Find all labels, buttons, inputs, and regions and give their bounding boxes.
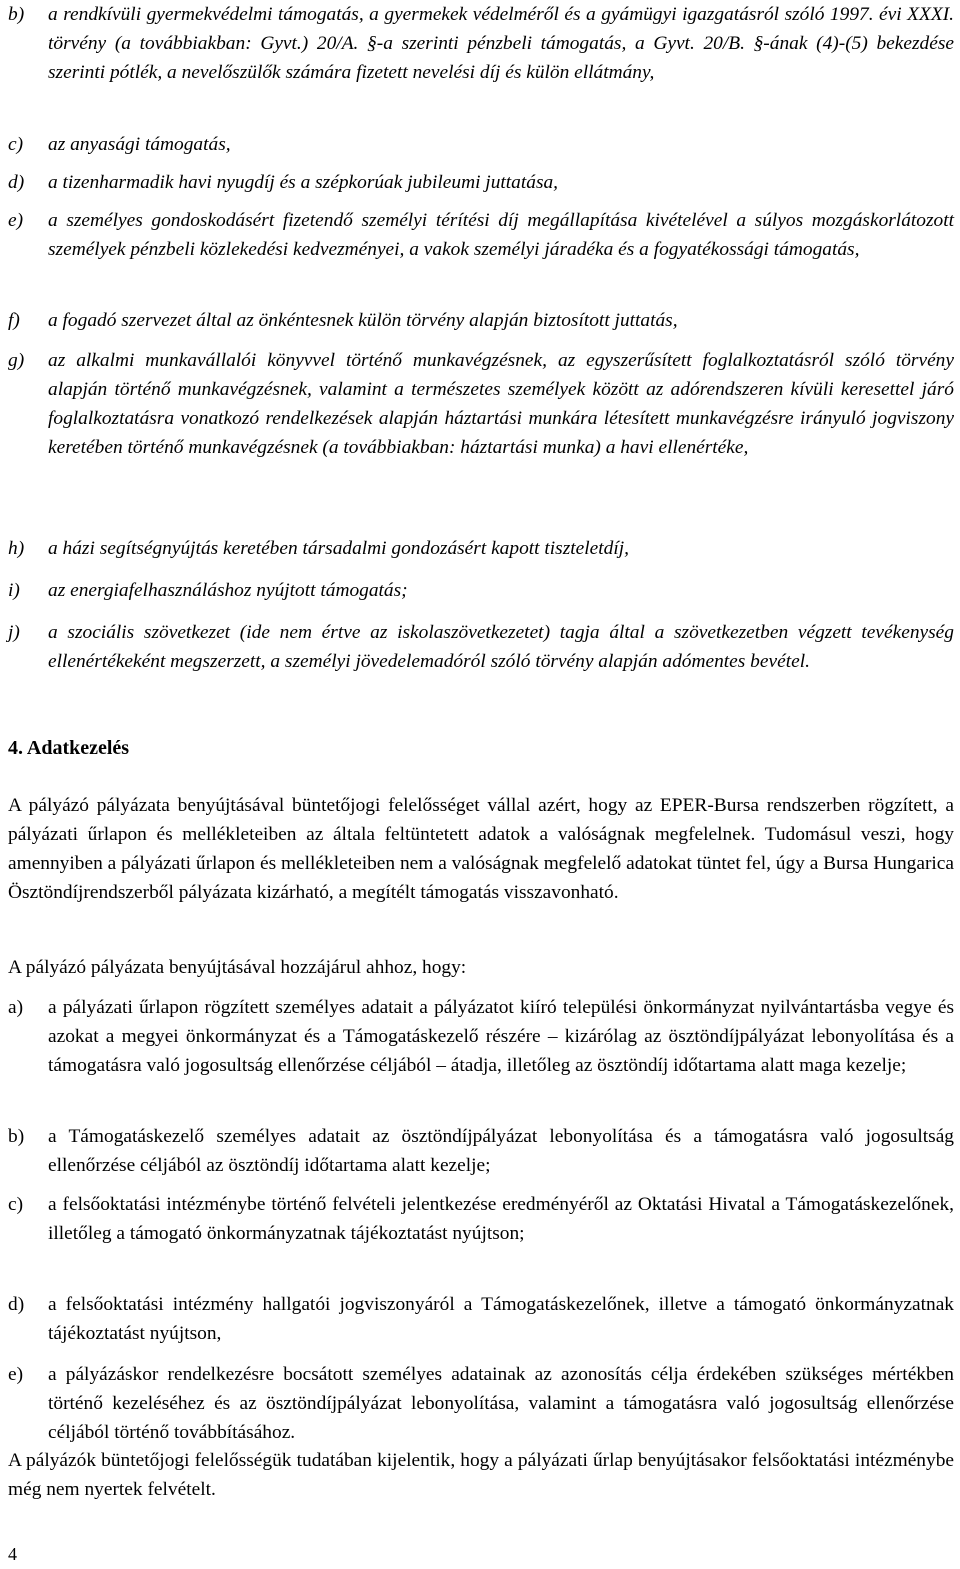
list-marker: d) (8, 1294, 25, 1315)
list-item (8, 168, 954, 197)
page-number: 4 (8, 1544, 17, 1564)
list-item-text: a rendkívüli gyermekvédelmi támogatás, a gyermekek védelméről és a gyámügyi igazgatásról szóló 1997. évi XXXI. törvény (a továbbiakban: Gyvt.) 20/A. §-a szerinti pénzbeli támogatás, a Gyvt. 20/B. §-ának (4)-(5) bekezdése szerinti pótlék, a nevelőszülők számára fizetett nevelési díj és külön ellátmány, (48, 4, 954, 83)
list-item (8, 534, 954, 563)
list-item-text: a felsőoktatási intézmény hallgatói jogviszonyáról a Támogatáskezelőnek, illetve a támogató önkormányzatnak tájékoztatást nyújtson, (48, 1294, 954, 1344)
list-item (8, 306, 954, 335)
list-marker: e) (8, 210, 24, 231)
list-item (8, 1190, 954, 1248)
list-item-text: a tizenharmadik havi nyugdíj és a szépkorúak jubileumi juttatása, (48, 172, 559, 193)
list-item-text: a pályázáskor rendelkezésre bocsátott személyes adatainak az azonosítás célja érdekében szükséges mértékben történő kezeléséhez és az ösztöndíjpályázat lebonyolítása, valamint a támogatásra való jogosultság ellenőrzése céljából történő továbbításához. (48, 1364, 954, 1443)
section-heading: 4. Adatkezelés (8, 737, 130, 759)
list-item-text: a pályázati űrlapon rögzített személyes adatait a pályázatot kiíró települési önkormányzat nyilvántartásba vegye és azokat a megyei önkormányzat és a Támogatáskezelő részére – kizárólag az ösztöndíjpályázat lebonyolítása és a támogatásra való jogosultság ellenőrzése céljából – átadja, illetőleg az ösztöndíj időtartama alatt maga kezelje; (48, 997, 954, 1076)
list-item (8, 576, 954, 605)
list-marker: c) (8, 1194, 24, 1215)
list-item-text: a Támogatáskezelő személyes adatait az ösztöndíjpályázat lebonyolítása és a támogatásra való jogosultság ellenőrzése céljából az ösztöndíj időtartama alatt kezelje; (48, 1126, 954, 1176)
list-item (8, 1122, 954, 1180)
list-marker: f) (8, 310, 20, 331)
list-marker: d) (8, 172, 25, 193)
list-item (8, 206, 954, 264)
list-marker: h) (8, 538, 25, 559)
paragraph-declaration: A pályázók büntetőjogi felelősségük tudatában kijelentik, hogy a pályázati űrlap benyújtásakor felsőoktatási intézménybe még nem nyertek felvételt. (8, 1450, 954, 1500)
list-item (8, 130, 954, 159)
list-item-text: a szociális szövetkezet (ide nem értve az iskolaszövetkezetet) tagja által a szövetkezetben végzett tevékenység ellenértékeként megszerzett, a személyi jövedelemadóról szóló törvény alapján adómentes bevétel. (48, 622, 954, 672)
list-item (8, 993, 954, 1080)
list-item-text: a házi segítségnyújtás keretében társadalmi gondozásért kapott tiszteletdíj, (48, 538, 629, 559)
list-marker: c) (8, 134, 24, 155)
list-marker: g) (8, 350, 25, 371)
list-item (8, 346, 954, 462)
list-item (8, 618, 954, 676)
list-item-text: a személyes gondoskodásért fizetendő személyi térítési díj megállapítása kivételével a súlyos mozgáskorlátozott személyek pénzbeli közlekedési kedvezményei, a vakok személyi járadéka és a fogyatékossági támogatás, (48, 210, 954, 260)
list-item (8, 1290, 954, 1348)
list-marker: b) (8, 1126, 25, 1147)
list-item-text: a felsőoktatási intézménybe történő felvételi jelentkezése eredményéről az Oktatási Hivatal a Támogatáskezelőnek, illetőleg a támogató önkormányzatnak tájékoztatást nyújtson; (48, 1194, 954, 1244)
list-item-text: az alkalmi munkavállalói könyvvel történő munkavégzésnek, az egyszerűsített foglalkoztatásról szóló törvény alapján történő munkavégzésnek, valamint a természetes személyek között az adórendszeren kívüli keresettel járó foglalkoztatásra vonatkozó rendelkezések alapján háztartási munkára létesített munkavégzésre irányuló jogviszony keretében történő munkavégzésnek (a továbbiakban: háztartási munka) a havi ellenértéke, (48, 350, 954, 458)
list-marker: i) (8, 580, 20, 601)
paragraph-liability: A pályázó pályázata benyújtásával büntetőjogi felelősséget vállal azért, hogy az EPER-Bursa rendszerben rögzített, a pályázati űrlapon és mellékleteiben az általa feltüntetett adatok a valóságnak megfelelnek. Tudomásul veszi, hogy amennyiben a pályázati űrlapon és mellékleteiben nem a valóságnak megfelelő adatokat tüntet fel, úgy a Bursa Hungarica Ösztöndíjrendszerből pályázata kizárható, a megítélt támogatás visszavonható. (8, 795, 955, 903)
list-item-text: az anyasági támogatás, (48, 134, 231, 155)
list-item (8, 0, 954, 87)
list-marker: e) (8, 1364, 24, 1385)
list-item-text: az energiafelhasználáshoz nyújtott támogatás; (48, 580, 408, 601)
list-marker: j) (8, 622, 20, 643)
list-item (8, 1360, 954, 1447)
list-item-text: a fogadó szervezet által az önkéntesnek külön törvény alapján biztosított juttatás, (48, 310, 678, 331)
list-marker: a) (8, 997, 24, 1018)
paragraph-consent-intro: A pályázó pályázata benyújtásával hozzájárul ahhoz, hogy: (8, 957, 467, 978)
list-marker: b) (8, 4, 25, 25)
